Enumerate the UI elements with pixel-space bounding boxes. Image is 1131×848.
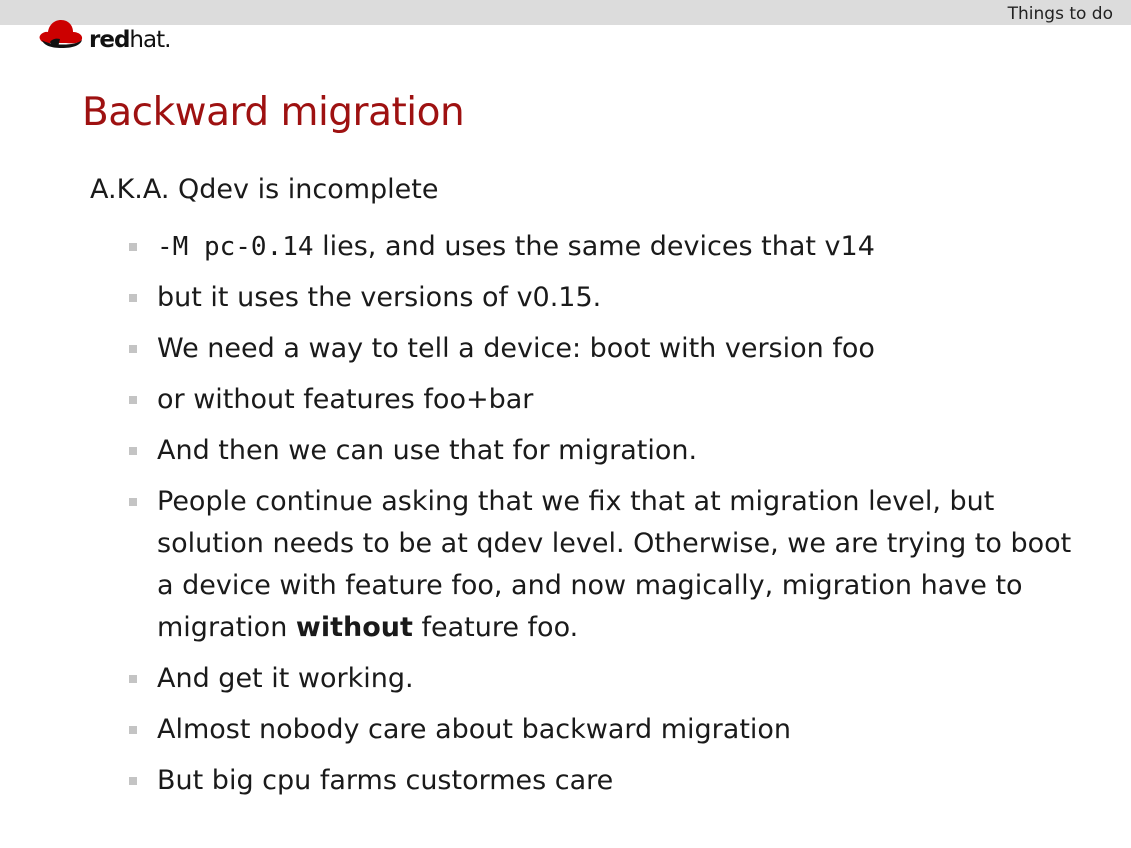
logo-text-bold: red xyxy=(89,27,130,53)
bullet-item xyxy=(124,430,1074,472)
bullet-text: but it uses the versions of v0.15. xyxy=(157,282,602,313)
logo-text-regular: hat xyxy=(129,27,165,53)
bullet-text: And get it working. xyxy=(157,663,414,694)
redhat-logo xyxy=(36,14,170,54)
bullet-marker xyxy=(129,675,137,683)
bullet-marker xyxy=(129,396,137,404)
logo-wordmark xyxy=(89,27,170,53)
bullet-item xyxy=(124,226,1074,268)
emphasis-text: without xyxy=(295,612,413,643)
bullet-marker xyxy=(129,498,137,506)
slide-intro: A.K.A. Qdev is incomplete xyxy=(90,174,439,205)
bullet-text: And then we can use that for migration. xyxy=(157,435,698,466)
bullet-marker xyxy=(129,345,137,353)
bullet-marker xyxy=(129,243,137,251)
bullet-marker xyxy=(129,777,137,785)
bullet-marker xyxy=(129,726,137,734)
bullet-item xyxy=(124,481,1074,649)
bullet-text: feature foo. xyxy=(412,612,579,643)
bullet-item xyxy=(124,760,1074,802)
bullet-text: But big cpu farms custormes care xyxy=(157,765,614,796)
code-snippet: -M pc-0.14 xyxy=(157,232,314,262)
slide-title: Backward migration xyxy=(82,90,465,135)
bullet-text: or without features foo+bar xyxy=(157,384,534,415)
bullet-item xyxy=(124,658,1074,700)
bullet-text: We need a way to tell a device: boot with version foo xyxy=(157,333,875,364)
shadowman-hat-icon xyxy=(36,17,86,51)
bullet-text: People continue asking that we fix that at migration level, but solution needs to be at qdev level. Otherwise, we are trying to boot a device with feature foo, and now magically, migration have to migration xyxy=(157,486,1072,643)
logo-suffix: . xyxy=(164,27,171,53)
bullet-item xyxy=(124,328,1074,370)
section-name: Things to do xyxy=(1007,4,1113,24)
bullet-item xyxy=(124,379,1074,421)
bullet-text: Almost nobody care about backward migration xyxy=(157,714,792,745)
bullet-item xyxy=(124,277,1074,319)
bullet-list xyxy=(124,226,1074,811)
bullet-marker xyxy=(129,447,137,455)
bullet-item xyxy=(124,709,1074,751)
bullet-text: lies, and uses the same devices that v14 xyxy=(313,231,875,262)
bullet-marker xyxy=(129,294,137,302)
